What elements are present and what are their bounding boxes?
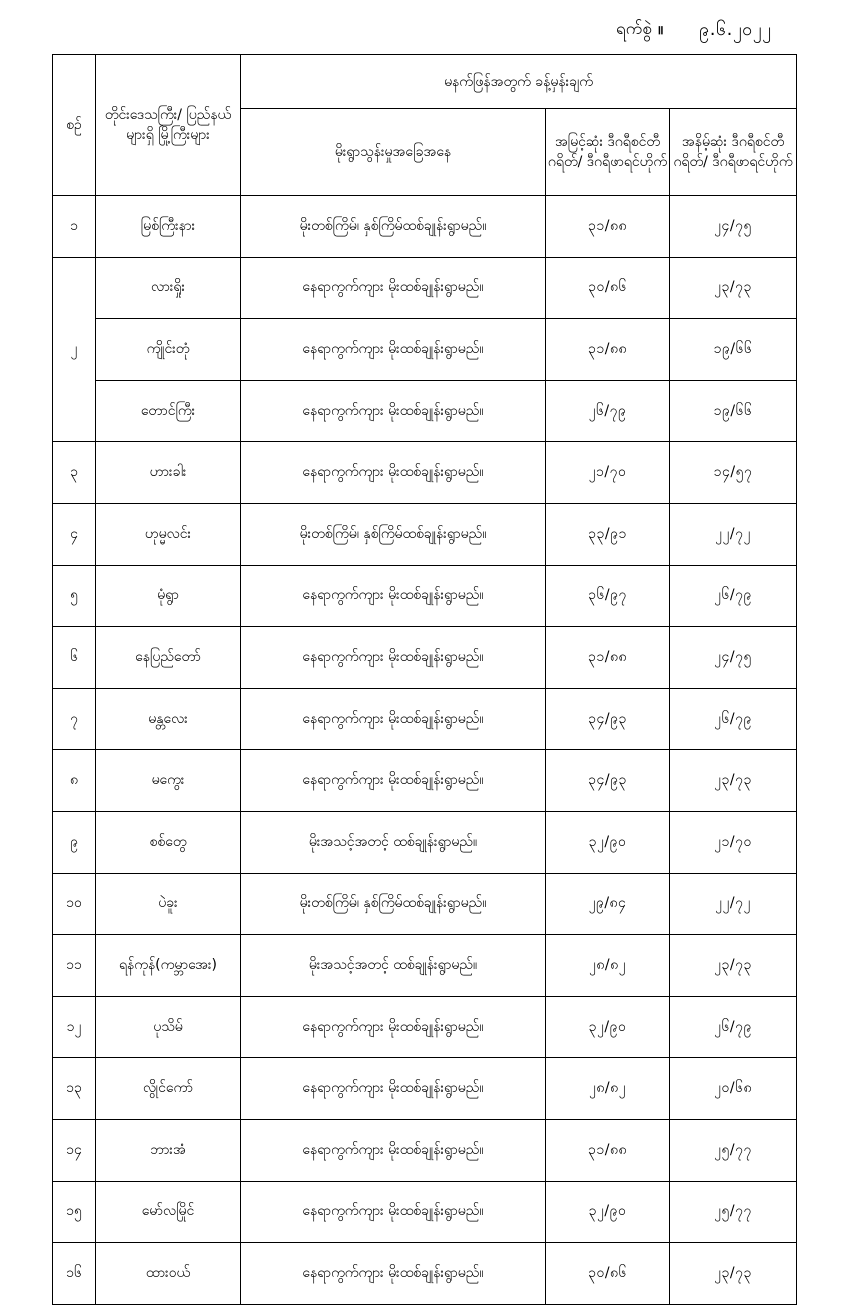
rain-condition-cell: မိုးတစ်ကြိမ်၊ နှစ်ကြိမ်ထစ်ချုန်းရွာမည်။ xyxy=(241,503,546,565)
rain-condition-cell: နေရာကွက်ကျား မိုးထစ်ချုန်းရွာမည်။ xyxy=(241,442,546,504)
city-name-cell: ဟုမ္မလင်း xyxy=(96,503,241,565)
max-temp-cell: ၃၂/၉၀ xyxy=(546,996,670,1058)
serial-no-cell: ၁၁ xyxy=(53,935,96,997)
min-temp-cell: ၂၃/၇၃ xyxy=(670,750,797,812)
rain-condition-cell: နေရာကွက်ကျား မိုးထစ်ချုန်းရွာမည်။ xyxy=(241,380,546,442)
city-name-cell: မုံရွာ xyxy=(96,565,241,627)
min-temp-cell: ၁၉/၆၆ xyxy=(670,319,797,381)
header-min-temp: အနိမ့်ဆုံး ဒီဂရီစင်တီဂရိတ်/ ဒီဂရီဖာရင်ဟိုက် xyxy=(670,109,797,196)
city-name-cell: မကွေး xyxy=(96,750,241,812)
date-separator: ။ xyxy=(657,18,664,39)
serial-no-cell: ၃ xyxy=(53,442,96,504)
city-name-cell: စစ်တွေ xyxy=(96,811,241,873)
max-temp-cell: ၃၁/၈၈ xyxy=(546,196,670,258)
rain-condition-cell: မိုးအသင့်အတင့် ထစ်ချုန်းရွာမည်။ xyxy=(241,811,546,873)
rain-condition-cell: နေရာကွက်ကျား မိုးထစ်ချုန်းရွာမည်။ xyxy=(241,750,546,812)
city-name-cell: ပုသိမ် xyxy=(96,996,241,1058)
serial-no-cell: ၁၄ xyxy=(53,1119,96,1181)
date-value: ၉.၆.၂၀၂၂ xyxy=(699,18,772,40)
rain-condition-cell: နေရာကွက်ကျား မိုးထစ်ချုန်းရွာမည်။ xyxy=(241,1243,546,1305)
city-name-cell: ဟားခါး xyxy=(96,442,241,504)
min-temp-cell: ၂၄/၇၅ xyxy=(670,196,797,258)
city-name-cell: တောင်ကြီး xyxy=(96,380,241,442)
serial-no-cell: ၁၃ xyxy=(53,1058,96,1120)
city-name-cell: ကျိုင်းတုံ xyxy=(96,319,241,381)
table-row xyxy=(53,565,797,627)
min-temp-cell: ၂၆/၇၉ xyxy=(670,565,797,627)
max-temp-cell: ၂၉/၈၄ xyxy=(546,873,670,935)
table-row xyxy=(53,811,797,873)
rain-condition-cell: နေရာကွက်ကျား မိုးထစ်ချုန်းရွာမည်။ xyxy=(241,257,546,319)
serial-no-cell: ၄ xyxy=(53,503,96,565)
table-row xyxy=(53,503,797,565)
serial-no-cell: ၇ xyxy=(53,688,96,750)
max-temp-cell: ၃၁/၈၈ xyxy=(546,627,670,689)
min-temp-cell: ၁၄/၅၇ xyxy=(670,442,797,504)
rain-condition-cell: မိုးတစ်ကြိမ်၊ နှစ်ကြိမ်ထစ်ချုန်းရွာမည်။ xyxy=(241,873,546,935)
min-temp-cell: ၂၂/၇၂ xyxy=(670,873,797,935)
table-row xyxy=(53,935,797,997)
table-row xyxy=(53,750,797,812)
header-forecast-group: မနက်ဖြန်အတွက် ခန့်မှန်းချက် xyxy=(241,55,797,109)
rain-condition-cell: မိုးအသင့်အတင့် ထစ်ချုန်းရွာမည်။ xyxy=(241,935,546,997)
min-temp-cell: ၂၅/၇၇ xyxy=(670,1119,797,1181)
forecast-body xyxy=(53,196,797,1305)
rain-condition-cell: မိုးတစ်ကြိမ်၊ နှစ်ကြိမ်ထစ်ချုန်းရွာမည်။ xyxy=(241,196,546,258)
table-row xyxy=(53,1119,797,1181)
min-temp-cell: ၂၆/၇၉ xyxy=(670,996,797,1058)
max-temp-cell: ၃၆/၉၇ xyxy=(546,565,670,627)
city-name-cell: နေပြည်တော် xyxy=(96,627,241,689)
min-temp-cell: ၂၃/၇၃ xyxy=(670,257,797,319)
rain-condition-cell: နေရာကွက်ကျား မိုးထစ်ချုန်းရွာမည်။ xyxy=(241,996,546,1058)
max-temp-cell: ၃၂/၉၀ xyxy=(546,811,670,873)
min-temp-cell: ၂၀/၆၈ xyxy=(670,1058,797,1120)
table-row xyxy=(53,196,797,258)
max-temp-cell: ၃၄/၉၃ xyxy=(546,750,670,812)
serial-no-cell: ၉ xyxy=(53,811,96,873)
table-row xyxy=(53,627,797,689)
table-row xyxy=(53,688,797,750)
serial-no-cell: ၅ xyxy=(53,565,96,627)
header-city: တိုင်းဒေသကြီး/ ပြည်နယ်များရှိ မြို့ကြီးများ xyxy=(96,55,241,196)
max-temp-cell: ၃၂/၉၀ xyxy=(546,1181,670,1243)
max-temp-cell: ၃၀/၈၆ xyxy=(546,1243,670,1305)
header-max-temp: အမြင့်ဆုံး ဒီဂရီစင်တီဂရိတ်/ ဒီဂရီဖာရင်ဟိုက် xyxy=(546,109,670,196)
max-temp-cell: ၃၁/၈၈ xyxy=(546,319,670,381)
min-temp-cell: ၂၅/၇၇ xyxy=(670,1181,797,1243)
table-row xyxy=(53,380,797,442)
rain-condition-cell: နေရာကွက်ကျား မိုးထစ်ချုန်းရွာမည်။ xyxy=(241,627,546,689)
rain-condition-cell: နေရာကွက်ကျား မိုးထစ်ချုန်းရွာမည်။ xyxy=(241,1181,546,1243)
min-temp-cell: ၂၁/၇၀ xyxy=(670,811,797,873)
table-row xyxy=(53,1181,797,1243)
table-row xyxy=(53,996,797,1058)
min-temp-cell: ၂၂/၇၂ xyxy=(670,503,797,565)
header-rain-condition: မိုးရွာသွန်းမှုအခြေအနေ xyxy=(241,109,546,196)
rain-condition-cell: နေရာကွက်ကျား မိုးထစ်ချုန်းရွာမည်။ xyxy=(241,688,546,750)
city-name-cell: ပဲခူး xyxy=(96,873,241,935)
table-row xyxy=(53,1243,797,1305)
max-temp-cell: ၂၆/၇၉ xyxy=(546,380,670,442)
table-row xyxy=(53,873,797,935)
city-name-cell: မော်လမြိုင် xyxy=(96,1181,241,1243)
serial-no-cell: ၁၂ xyxy=(53,996,96,1058)
city-name-cell: မြစ်ကြီးနား xyxy=(96,196,241,258)
serial-no-cell: ၈ xyxy=(53,750,96,812)
min-temp-cell: ၂၆/၇၉ xyxy=(670,688,797,750)
city-name-cell: လွိုင်ကော် xyxy=(96,1058,241,1120)
rain-condition-cell: နေရာကွက်ကျား မိုးထစ်ချုန်းရွာမည်။ xyxy=(241,565,546,627)
table-row xyxy=(53,1058,797,1120)
max-temp-cell: ၃၁/၈၈ xyxy=(546,1119,670,1181)
table-row xyxy=(53,257,797,319)
max-temp-cell: ၂၁/၇၀ xyxy=(546,442,670,504)
rain-condition-cell: နေရာကွက်ကျား မိုးထစ်ချုန်းရွာမည်။ xyxy=(241,1119,546,1181)
date-label: ရက်စွဲ xyxy=(616,18,652,39)
table-row xyxy=(53,319,797,381)
serial-no-cell: ၁ xyxy=(53,196,96,258)
max-temp-cell: ၂၈/၈၂ xyxy=(546,1058,670,1120)
city-name-cell: လားရှိုး xyxy=(96,257,241,319)
table-row xyxy=(53,442,797,504)
rain-condition-cell: နေရာကွက်ကျား မိုးထစ်ချုန်းရွာမည်။ xyxy=(241,1058,546,1120)
max-temp-cell: ၃၄/၉၃ xyxy=(546,688,670,750)
date-line xyxy=(560,14,800,46)
serial-no-cell: ၁၅ xyxy=(53,1181,96,1243)
city-name-cell: ဘားအံ xyxy=(96,1119,241,1181)
serial-no-cell: ၁၀ xyxy=(53,873,96,935)
max-temp-cell: ၃၀/၈၆ xyxy=(546,257,670,319)
serial-no-cell: ၁၆ xyxy=(53,1243,96,1305)
header-serial-no: စဉ် xyxy=(53,55,96,196)
max-temp-cell: ၃၃/၉၁ xyxy=(546,503,670,565)
weather-forecast-table xyxy=(52,54,797,1305)
max-temp-cell: ၂၈/၈၂ xyxy=(546,935,670,997)
min-temp-cell: ၂၃/၇၃ xyxy=(670,1243,797,1305)
serial-no-cell: ၆ xyxy=(53,627,96,689)
city-name-cell: ထားဝယ် xyxy=(96,1243,241,1305)
city-name-cell: မန္တလေး xyxy=(96,688,241,750)
rain-condition-cell: နေရာကွက်ကျား မိုးထစ်ချုန်းရွာမည်။ xyxy=(241,319,546,381)
min-temp-cell: ၂၃/၇၃ xyxy=(670,935,797,997)
min-temp-cell: ၁၉/၆၆ xyxy=(670,380,797,442)
serial-no-cell: ၂ xyxy=(53,257,96,442)
city-name-cell: ရန်ကုန်(ကမ္ဘာအေး) xyxy=(96,935,241,997)
min-temp-cell: ၂၄/၇၅ xyxy=(670,627,797,689)
